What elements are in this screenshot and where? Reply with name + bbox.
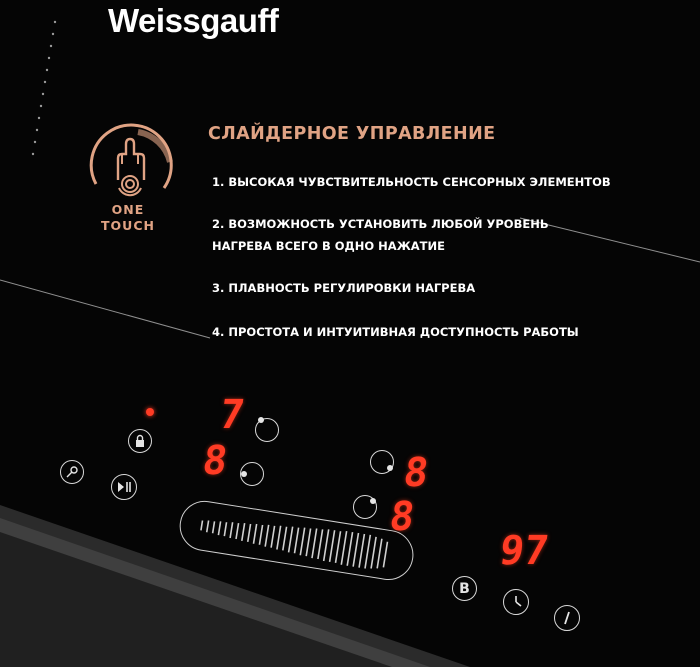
one-touch-badge <box>78 118 178 238</box>
timer-display: 97 <box>496 528 552 574</box>
feature-item: 1. ВЫСОКАЯ ЧУВСТВИТЕЛЬНОСТЬ СЕНСОРНЫХ ЭЛЕМЕНТОВ <box>212 175 611 189</box>
boost-icon: B <box>459 580 470 597</box>
zone-display-top-left: 7 <box>216 392 248 438</box>
badge-line-two: TOUCH <box>101 218 155 233</box>
key-icon <box>65 465 79 479</box>
reflection-line <box>0 280 210 338</box>
power-icon <box>560 611 574 625</box>
lock-icon <box>133 434 147 448</box>
section-heading: СЛАЙДЕРНОЕ УПРАВЛЕНИЕ <box>208 124 496 144</box>
pause-button[interactable] <box>111 474 137 500</box>
zone-select-button[interactable] <box>255 418 279 442</box>
timer-clock-icon <box>509 595 523 609</box>
zone-select-button[interactable] <box>240 462 264 486</box>
play-pause-icon <box>116 480 132 494</box>
dotted-reflection <box>32 21 56 155</box>
timer-button[interactable] <box>503 589 529 615</box>
brand-logo: Weissgauff <box>108 2 279 39</box>
zone-marker-icon <box>258 417 264 423</box>
zone-select-button[interactable] <box>353 495 377 519</box>
feature-item: 4. ПРОСТОТА И ИНТУИТИВНАЯ ДОСТУПНОСТЬ РАБОТЫ <box>212 325 579 339</box>
badge-line-one: ONE <box>111 202 145 217</box>
feature-item: 2. ВОЗМОЖНОСТЬ УСТАНОВИТЬ ЛЮБОЙ УРОВЕНЬ НАГРЕВА ВСЕГО В ОДНО НАЖАТИЕ <box>212 217 549 253</box>
zone-select-button[interactable] <box>370 450 394 474</box>
status-led <box>146 408 154 416</box>
zone-display-mid-left: 8 <box>199 438 231 484</box>
zone-marker-icon <box>370 498 376 504</box>
zone-display-mid-right: 8 <box>400 450 432 496</box>
feature-item: 3. ПЛАВНОСТЬ РЕГУЛИРОВКИ НАГРЕВА <box>212 281 476 295</box>
finger-touch-icon <box>78 118 178 214</box>
zone-marker-icon <box>241 471 247 477</box>
boost-button[interactable] <box>452 576 477 601</box>
zone-display-bottom-right: 8 <box>386 494 418 540</box>
power-button[interactable] <box>554 605 580 631</box>
zone-marker-icon <box>387 465 393 471</box>
key-button[interactable] <box>60 460 84 484</box>
child-lock-button[interactable] <box>128 429 152 453</box>
